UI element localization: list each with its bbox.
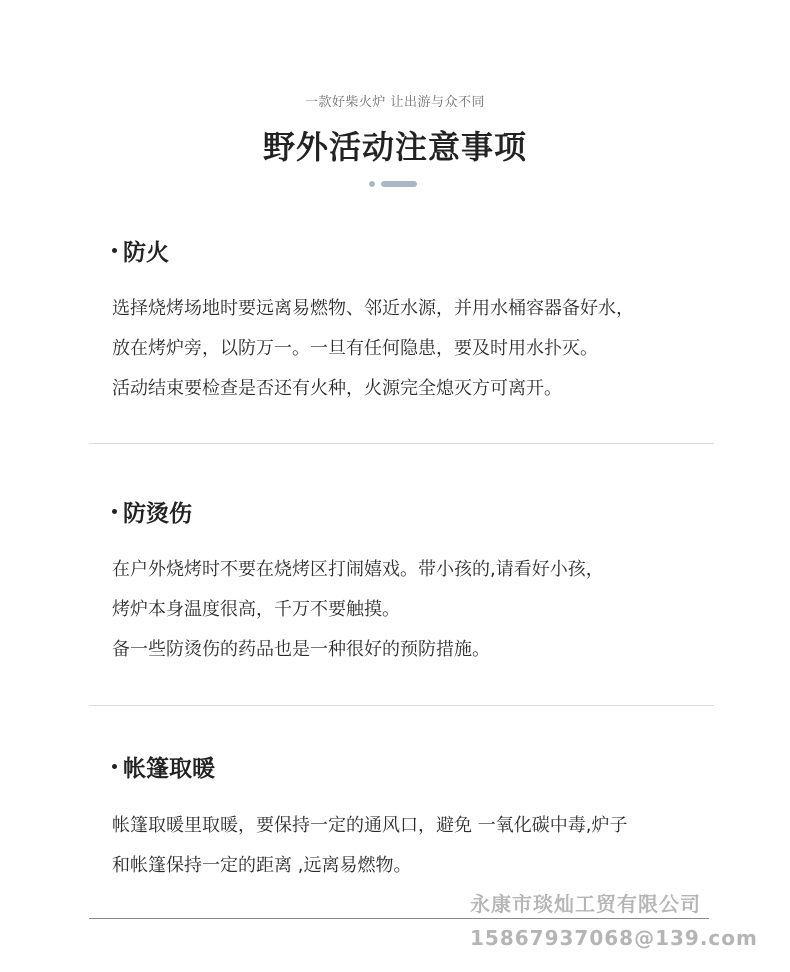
section-heading-text: 防烫伤 [123, 501, 192, 527]
section-text-line: 烤炉本身温度很高，千万不要触摸。 [112, 599, 400, 620]
section-heading [112, 499, 712, 529]
bullet-dot-icon [112, 764, 117, 769]
section-tent-heating [112, 754, 712, 886]
section-text-line: 备一些防烫伤的药品也是一种很好的预防措施。 [112, 639, 490, 660]
section-divider [89, 443, 714, 444]
section-divider [89, 705, 714, 706]
section-text-line: 在户外烧烤时不要在烧烤区打闹嬉戏。带小孩的,请看好小孩， [112, 559, 604, 580]
page-title: 野外活动注意事项 [262, 128, 527, 166]
section-text-line: 放在烤炉旁，以防万一。一旦有任何隐患，要及时用水扑灭。 [112, 338, 598, 359]
section-heading [112, 238, 712, 268]
section-text-line: 选择烧烤场地时要远离易燃物、邻近水源，并用水桶容器备好水， [112, 298, 634, 319]
section-heading-text: 防火 [123, 240, 169, 266]
decoration-dot [369, 181, 375, 187]
section-text-line: 帐篷取暖里取暖，要保持一定的通风口，避免 一氧化碳中毒,炉子 [112, 815, 628, 836]
section-divider [89, 918, 709, 919]
bullet-dot-icon [112, 248, 117, 253]
watermark-email: 15867937068@139.com [470, 926, 758, 950]
page-subtitle: 一款好柴火炉 让出游与众不同 [304, 95, 486, 110]
section-text-line: 和帐篷保持一定的距离 ,远离易燃物。 [112, 855, 412, 876]
section-heading-text: 帐篷取暖 [123, 756, 215, 782]
section-text-line: 活动结束要检查是否还有火种，火源完全熄灭方可离开。 [112, 378, 562, 399]
decoration-bar [381, 181, 417, 187]
section-heading [112, 754, 712, 784]
watermark-company: 永康市琰灿工贸有限公司 [470, 892, 701, 916]
bullet-dot-icon [112, 509, 117, 514]
section-burn-prevention [112, 499, 712, 670]
section-fire-prevention [112, 238, 712, 409]
